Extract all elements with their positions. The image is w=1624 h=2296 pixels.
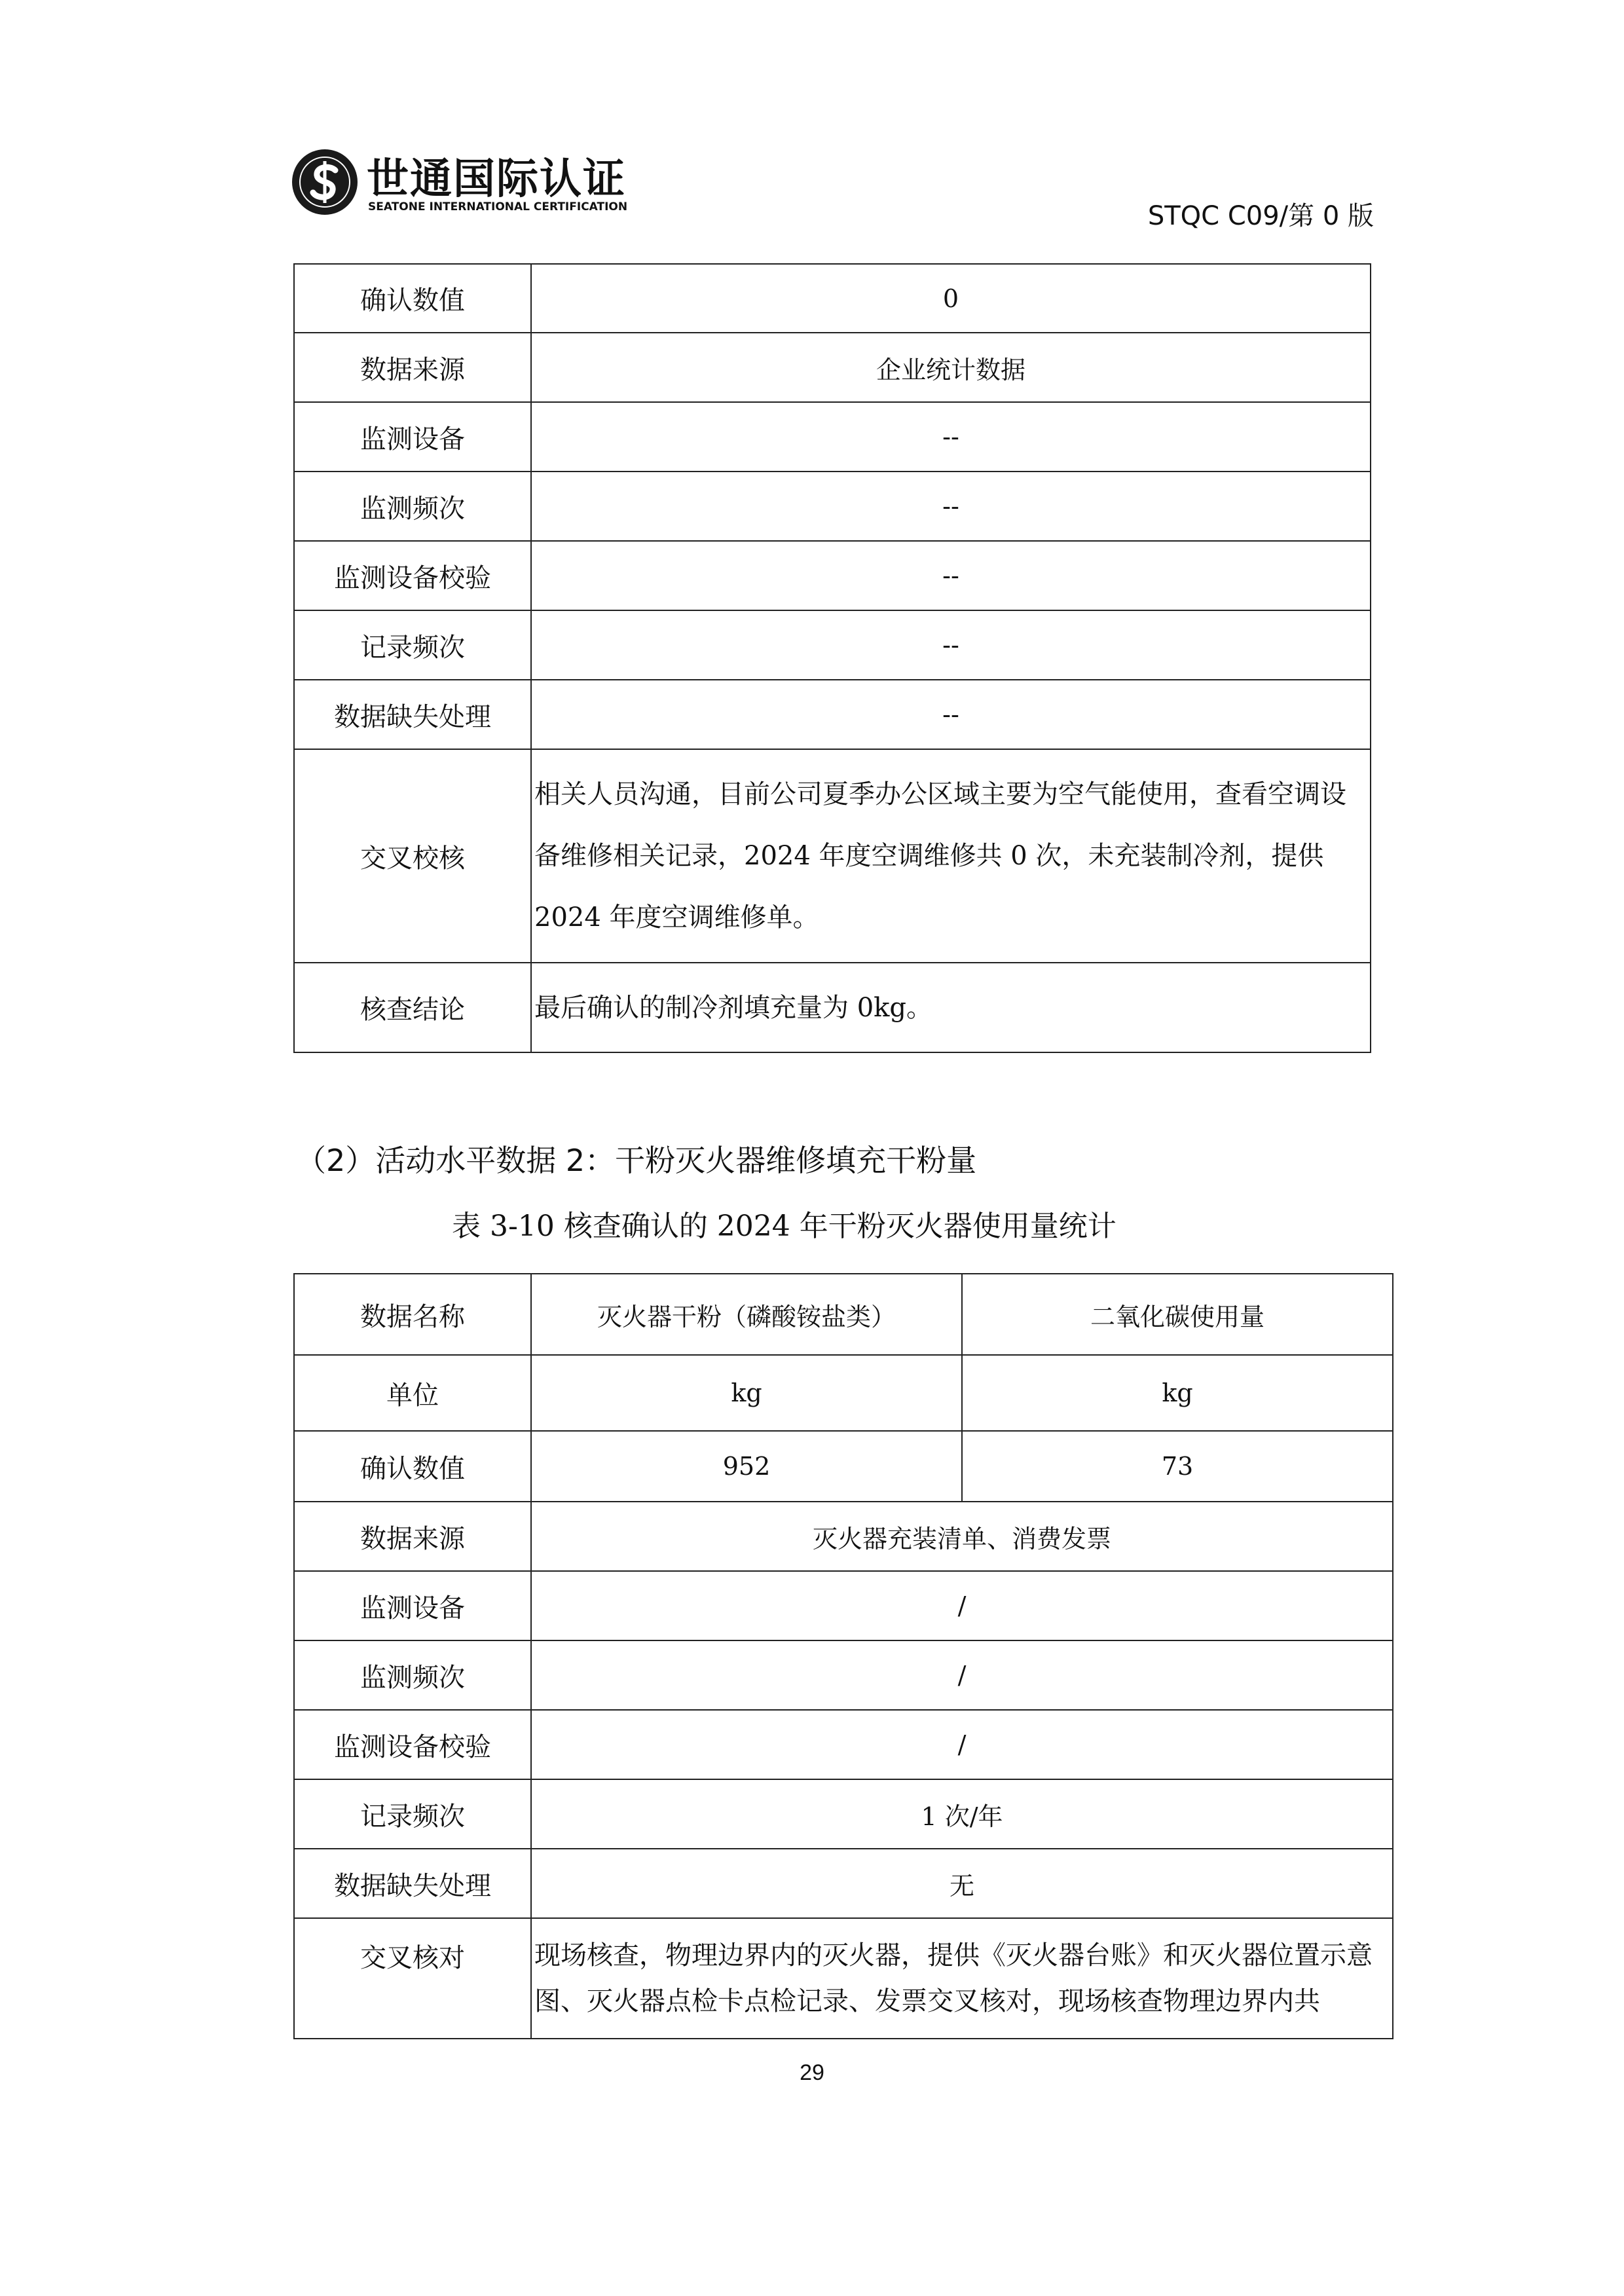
value-cell: 952 [531, 1431, 962, 1502]
row-label: 数据来源 [294, 1502, 531, 1571]
table-row [294, 333, 1371, 402]
unit-cell: kg [531, 1355, 962, 1431]
row-label: 数据来源 [294, 333, 531, 402]
table-row [294, 1779, 1393, 1849]
table-row [294, 1355, 1393, 1431]
row-label: 数据缺失处理 [294, 1849, 531, 1918]
row-label: 记录频次 [294, 610, 531, 680]
extinguisher-usage-table [293, 1273, 1393, 2039]
table-row [294, 264, 1371, 333]
row-label: 确认数值 [294, 1431, 531, 1502]
row-value: 1 次/年 [531, 1779, 1393, 1849]
row-label: 监测频次 [294, 1640, 531, 1710]
logo-chinese-name: 世通国际认证 [367, 155, 626, 204]
row-label: 监测频次 [294, 472, 531, 541]
row-label: 监测设备 [294, 402, 531, 472]
cross-check-paragraph: 现场核查，物理边界内的灭火器，提供《灭火器台账》和灭火器位置示意图、灭火器点检卡点检记录、发票交叉核对，现场核查物理边界内共 [531, 1918, 1393, 2039]
row-value: -- [531, 680, 1371, 749]
row-label: 数据缺失处理 [294, 680, 531, 749]
row-value: -- [531, 472, 1371, 541]
row-label: 交叉核对 [294, 1918, 531, 2039]
table-row [294, 1710, 1393, 1779]
row-value: 灭火器充装清单、消费发票 [531, 1502, 1393, 1571]
row-value: / [531, 1571, 1393, 1640]
row-value: / [531, 1640, 1393, 1710]
logo-english-name: SEATONE INTERNATIONAL CERTIFICATION [368, 200, 628, 213]
table-caption: 表 3-10 核查确认的 2024 年干粉灭火器使用量统计 [452, 1210, 1116, 1243]
header-label: 数据名称 [294, 1274, 531, 1355]
row-label: 记录频次 [294, 1779, 531, 1849]
column-header: 灭火器干粉（磷酸铵盐类） [531, 1274, 962, 1355]
page-number: 29 [800, 2060, 824, 2085]
column-header: 二氧化碳使用量 [962, 1274, 1393, 1355]
table-row [294, 402, 1371, 472]
table-row [294, 963, 1371, 1052]
refrigerant-verification-table [293, 263, 1371, 1053]
cross-check-paragraph: 相关人员沟通，目前公司夏季办公区域主要为空气能使用，查看空调设备维修相关记录，2024 年度空调维修共 0 次，未充装制冷剂，提供2024 年度空调维修单。 [531, 749, 1371, 963]
row-label: 确认数值 [294, 264, 531, 333]
row-label: 监测设备校验 [294, 541, 531, 610]
document-code: STQC C09/第 0 版 [1147, 201, 1374, 231]
table-row [294, 1640, 1393, 1710]
table-row [294, 680, 1371, 749]
table-row [294, 1502, 1393, 1571]
row-value: / [531, 1710, 1393, 1779]
table-row [294, 1918, 1393, 2039]
row-value: -- [531, 541, 1371, 610]
row-label: 单位 [294, 1355, 531, 1431]
table-row [294, 610, 1371, 680]
section-heading: （2）活动水平数据 2：干粉灭火器维修填充干粉量 [296, 1143, 977, 1178]
row-label: 监测设备校验 [294, 1710, 531, 1779]
seatone-seal-icon [289, 147, 360, 217]
conclusion-text: 最后确认的制冷剂填充量为 0kg。 [531, 963, 1371, 1052]
table-row [294, 1849, 1393, 1918]
row-label: 交叉校核 [294, 749, 531, 963]
unit-cell: kg [962, 1355, 1393, 1431]
row-label: 核查结论 [294, 963, 531, 1052]
row-value: 企业统计数据 [531, 333, 1371, 402]
row-value: 无 [531, 1849, 1393, 1918]
table-row [294, 1431, 1393, 1502]
table-row [294, 1571, 1393, 1640]
row-value: -- [531, 402, 1371, 472]
company-logo [289, 144, 630, 223]
row-value: -- [531, 610, 1371, 680]
table-row [294, 472, 1371, 541]
table-header-row [294, 1274, 1393, 1355]
row-value: 0 [531, 264, 1371, 333]
value-cell: 73 [962, 1431, 1393, 1502]
row-label: 监测设备 [294, 1571, 531, 1640]
table-row [294, 541, 1371, 610]
table-row [294, 749, 1371, 963]
